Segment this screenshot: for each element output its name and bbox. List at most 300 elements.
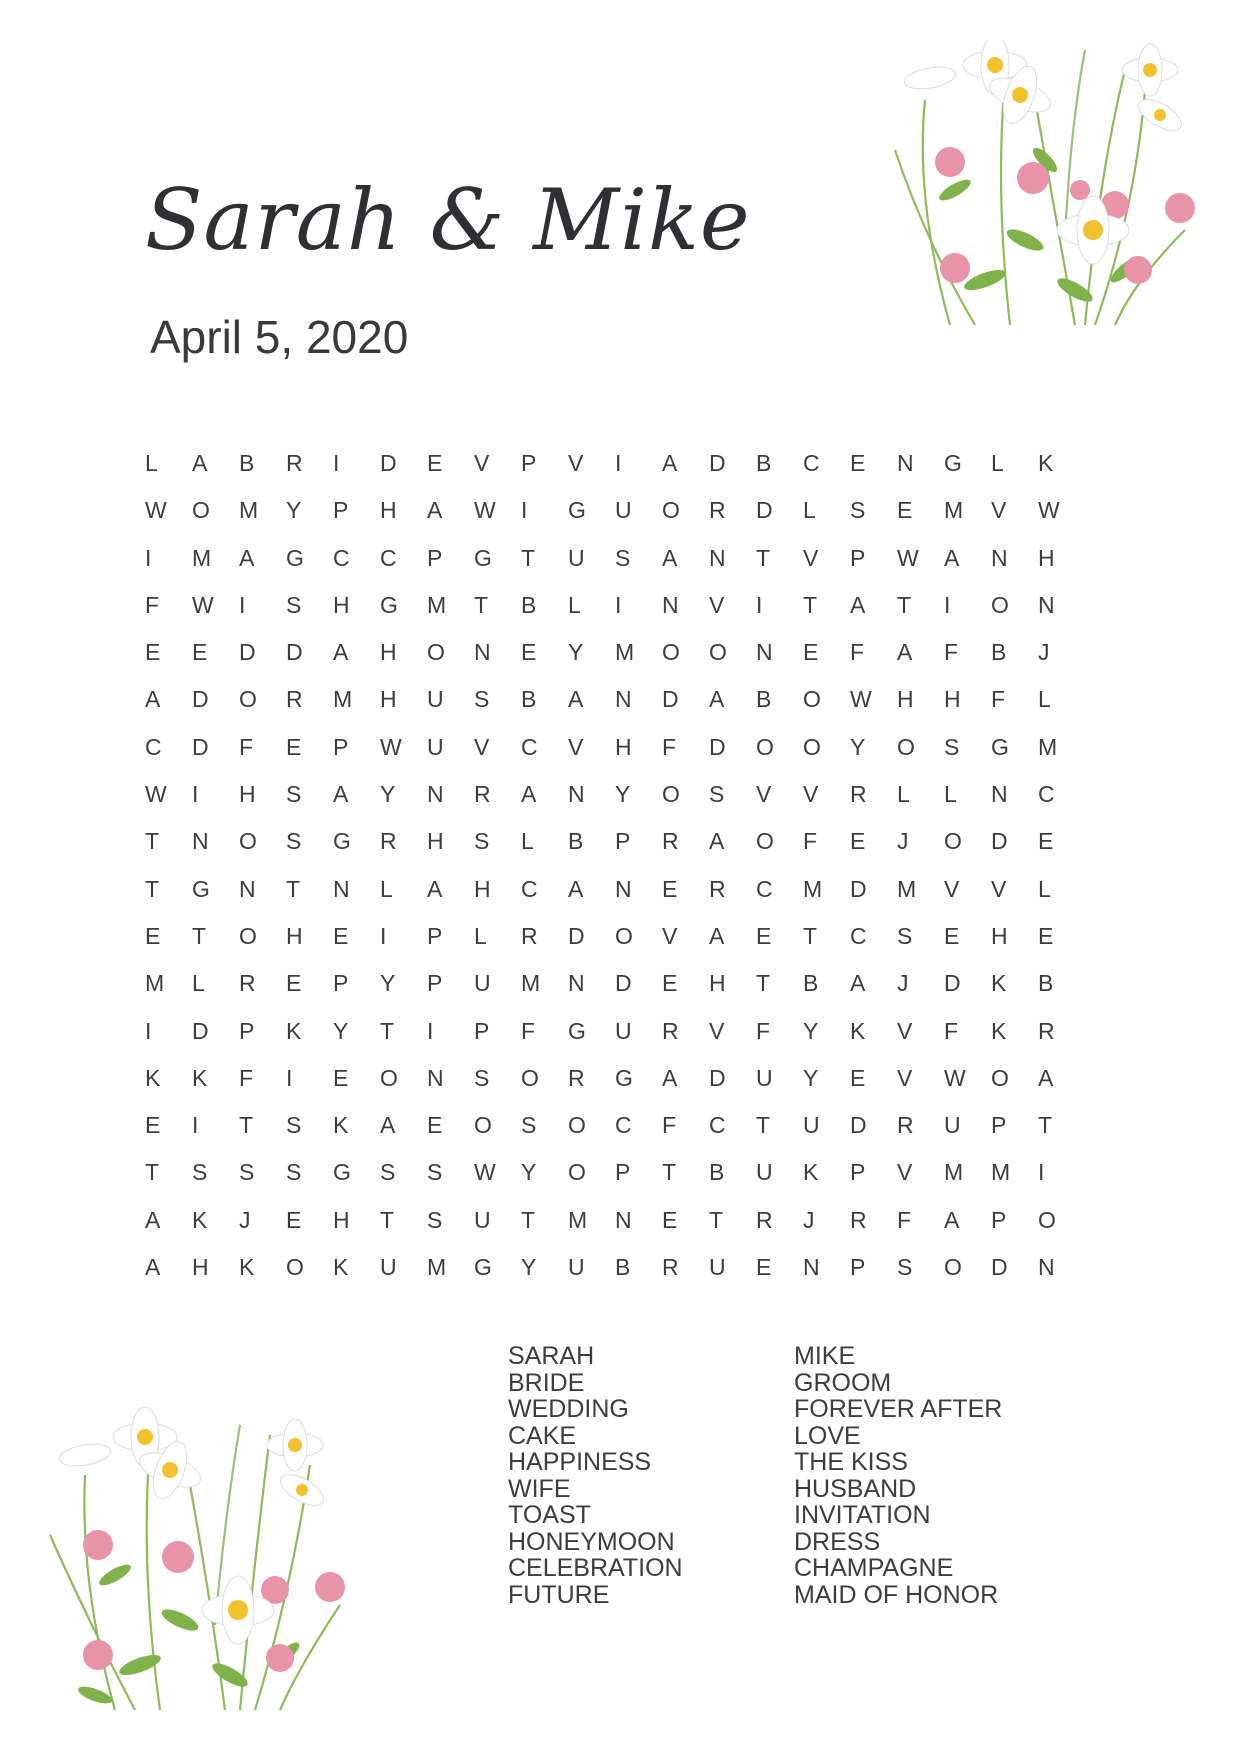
grid-letter: V: [568, 450, 584, 476]
grid-letter: R: [1038, 1017, 1055, 1044]
grid-letter: R: [709, 875, 726, 902]
word-list-item: GROOM: [794, 1368, 892, 1397]
grid-letter: E: [286, 970, 302, 997]
grid-letter: I: [192, 781, 199, 808]
grid-letter: Y: [803, 1064, 819, 1091]
grid-letter: W: [380, 733, 402, 760]
grid-letter: D: [192, 733, 209, 760]
grid-letter: R: [850, 1206, 867, 1233]
grid-letter: H: [991, 922, 1008, 949]
grid-letter: M: [427, 1254, 447, 1281]
grid-letter: P: [474, 1017, 490, 1044]
grid-letter: B: [991, 639, 1007, 666]
grid-letter: A: [568, 686, 584, 713]
grid-letter: C: [756, 875, 773, 902]
grid-letter: H: [709, 970, 726, 997]
grid-letter: T: [145, 828, 160, 855]
grid-letter: E: [145, 1112, 161, 1139]
word-list-item: CAKE: [508, 1421, 577, 1450]
grid-letter: P: [333, 970, 349, 997]
grid-letter: T: [145, 875, 160, 902]
grid-letter: D: [850, 875, 867, 902]
grid-letter: D: [615, 970, 632, 997]
grid-letter: T: [521, 544, 536, 571]
grid-letter: E: [944, 922, 960, 949]
grid-letter: U: [803, 1112, 820, 1139]
grid-letter: M: [239, 497, 259, 524]
grid-letter: E: [662, 875, 678, 902]
grid-letter: J: [897, 828, 909, 855]
grid-letter: N: [427, 781, 444, 808]
grid-letter: W: [192, 591, 214, 618]
grid-letter: B: [1038, 970, 1054, 997]
grid-letter: I: [756, 591, 763, 618]
grid-letter: O: [192, 497, 210, 524]
grid-letter: O: [239, 828, 257, 855]
grid-letter: S: [427, 1159, 443, 1186]
grid-letter: J: [897, 970, 909, 997]
grid-letter: O: [991, 1064, 1009, 1091]
grid-letter: O: [756, 828, 774, 855]
grid-letter: F: [145, 591, 160, 618]
grid-letter: D: [380, 450, 397, 476]
grid-letter: T: [897, 591, 912, 618]
grid-letter: O: [239, 922, 257, 949]
grid-letter: G: [615, 1064, 633, 1091]
grid-letter: U: [944, 1112, 961, 1139]
grid-letter: O: [944, 1254, 962, 1281]
grid-letter: L: [944, 781, 957, 808]
grid-letter: N: [568, 781, 585, 808]
grid-letter: K: [333, 1254, 349, 1281]
grid-letter: V: [756, 781, 772, 808]
word-list-item: THE KISS: [794, 1448, 908, 1476]
grid-letter: T: [709, 1206, 724, 1233]
grid-letter: D: [662, 686, 679, 713]
word-list-item: TOAST: [508, 1501, 591, 1529]
grid-letter: W: [474, 1159, 496, 1186]
word-list-item: WEDDING: [508, 1395, 629, 1423]
grid-letter: F: [944, 639, 959, 666]
grid-letter: V: [803, 544, 819, 571]
grid-letter: N: [662, 591, 679, 618]
grid-letter: W: [850, 686, 872, 713]
grid-letter: C: [615, 1112, 632, 1139]
grid-letter: K: [803, 1159, 819, 1186]
grid-letter: C: [709, 1112, 726, 1139]
grid-letter: K: [192, 1064, 208, 1091]
grid-letter: E: [897, 497, 913, 524]
grid-letter: P: [991, 1206, 1007, 1233]
grid-letter: M: [991, 1159, 1011, 1186]
grid-letter: F: [521, 1017, 536, 1044]
word-list-item: HONEYMOON: [508, 1527, 675, 1556]
grid-letter: S: [944, 733, 960, 760]
grid-letter: D: [944, 970, 961, 997]
word-list-left: [508, 1343, 683, 1608]
grid-letter: G: [380, 591, 398, 618]
grid-letter: V: [991, 497, 1007, 524]
grid-letter: Y: [521, 1159, 537, 1186]
grid-letter: C: [521, 875, 538, 902]
grid-letter: V: [709, 1017, 725, 1044]
grid-letter: D: [991, 828, 1008, 855]
grid-letter: K: [239, 1254, 255, 1281]
grid-letter: U: [568, 1254, 585, 1281]
grid-letter: O: [239, 686, 257, 713]
grid-letter: P: [615, 828, 631, 855]
grid-letter: O: [286, 1254, 304, 1281]
grid-letter: N: [756, 639, 773, 666]
grid-letter: W: [897, 544, 919, 571]
grid-letter: A: [709, 686, 725, 713]
grid-letter: A: [239, 544, 255, 571]
grid-letter: L: [568, 591, 581, 618]
grid-letter: P: [850, 1159, 866, 1186]
floral-decoration-top-right: [885, 40, 1230, 335]
grid-letter: E: [850, 1064, 866, 1091]
grid-letter: T: [1038, 1112, 1053, 1139]
grid-letter: H: [1038, 544, 1055, 571]
grid-letter: S: [474, 828, 490, 855]
grid-letter: N: [1038, 591, 1055, 618]
grid-letter: N: [615, 1206, 632, 1233]
grid-letter: D: [709, 1064, 726, 1091]
grid-letter: W: [145, 497, 167, 524]
grid-letter: R: [239, 970, 256, 997]
grid-letter: V: [944, 875, 960, 902]
grid-letter: F: [662, 733, 677, 760]
grid-letter: O: [709, 639, 727, 666]
grid-letter: M: [1038, 733, 1058, 760]
event-date: April 5, 2020: [150, 311, 409, 363]
grid-letter: S: [380, 1159, 396, 1186]
grid-letter: M: [427, 591, 447, 618]
grid-letter: O: [944, 828, 962, 855]
grid-letter: N: [568, 970, 585, 997]
grid-letter: I: [333, 450, 340, 476]
grid-letter: H: [474, 875, 491, 902]
grid-letter: G: [474, 544, 492, 571]
grid-letter: F: [239, 1064, 254, 1091]
grid-letter: E: [803, 639, 819, 666]
grid-letter: O: [662, 639, 680, 666]
grid-letter: R: [286, 450, 303, 476]
grid-letter: I: [145, 1017, 152, 1044]
grid-letter: D: [286, 639, 303, 666]
grid-letter: T: [803, 591, 818, 618]
grid-letter: T: [803, 922, 818, 949]
grid-letter: Y: [568, 639, 584, 666]
grid-letter: K: [145, 1064, 161, 1091]
word-list-item: DRESS: [794, 1527, 881, 1556]
grid-letter: Y: [615, 781, 631, 808]
grid-letter: P: [850, 1254, 866, 1281]
grid-letter: L: [521, 828, 534, 855]
grid-letter: F: [756, 1017, 771, 1044]
grid-letter: H: [239, 781, 256, 808]
grid-letter: L: [1038, 875, 1051, 902]
grid-letter: T: [286, 875, 301, 902]
grid-letter: P: [427, 922, 443, 949]
grid-letter: B: [239, 450, 255, 476]
grid-letter: E: [850, 828, 866, 855]
grid-letter: T: [192, 922, 207, 949]
word-list-item: MAID OF HONOR: [794, 1580, 999, 1609]
grid-letter: R: [521, 922, 538, 949]
grid-letter: O: [803, 733, 821, 760]
grid-letter: U: [380, 1254, 397, 1281]
grid-letter: O: [521, 1064, 539, 1091]
grid-letter: H: [333, 1206, 350, 1233]
grid-letter: R: [474, 781, 491, 808]
grid-letter: W: [474, 497, 496, 524]
grid-letter: F: [944, 1017, 959, 1044]
grid-letter: A: [850, 591, 866, 618]
grid-letter: K: [333, 1112, 349, 1139]
grid-letter: F: [897, 1206, 912, 1233]
grid-letter: S: [286, 1159, 302, 1186]
grid-letter: P: [521, 450, 537, 476]
grid-letter: L: [991, 450, 1004, 476]
grid-letter: T: [756, 544, 771, 571]
grid-letter: K: [850, 1017, 866, 1044]
grid-letter: A: [944, 544, 960, 571]
grid-letter: T: [380, 1206, 395, 1233]
grid-letter: S: [897, 1254, 913, 1281]
grid-letter: E: [145, 639, 161, 666]
grid-letter: D: [756, 497, 773, 524]
grid-letter: B: [756, 686, 772, 713]
grid-letter: H: [380, 497, 397, 524]
grid-letter: O: [991, 591, 1009, 618]
page-title: Sarah & Mike: [145, 171, 751, 269]
grid-letter: I: [615, 591, 622, 618]
grid-letter: A: [145, 1206, 161, 1233]
grid-letter: U: [709, 1254, 726, 1281]
grid-letter: V: [897, 1159, 913, 1186]
grid-letter: R: [756, 1206, 773, 1233]
grid-letter: M: [944, 1159, 964, 1186]
grid-letter: C: [333, 544, 350, 571]
grid-letter: A: [145, 1254, 161, 1281]
grid-letter: J: [803, 1206, 815, 1233]
grid-letter: C: [380, 544, 397, 571]
grid-letter: A: [427, 497, 443, 524]
grid-letter: G: [333, 828, 351, 855]
grid-letter: B: [756, 450, 772, 476]
grid-letter: S: [427, 1206, 443, 1233]
grid-letter: M: [615, 639, 635, 666]
grid-letter: E: [286, 733, 302, 760]
grid-letter: M: [803, 875, 823, 902]
grid-letter: U: [474, 970, 491, 997]
grid-letter: O: [897, 733, 915, 760]
word-list-item: INVITATION: [794, 1501, 931, 1529]
grid-letter: F: [662, 1112, 677, 1139]
grid-letter: O: [756, 733, 774, 760]
grid-letter: E: [1038, 828, 1054, 855]
grid-letter: A: [145, 686, 161, 713]
grid-letter: A: [192, 450, 208, 476]
grid-letter: M: [944, 497, 964, 524]
grid-letter: L: [1038, 686, 1051, 713]
grid-letter: O: [380, 1064, 398, 1091]
grid-letter: W: [1038, 497, 1060, 524]
grid-letter: D: [991, 1254, 1008, 1281]
grid-letter: V: [662, 922, 678, 949]
grid-letter: U: [568, 544, 585, 571]
grid-letter: S: [709, 781, 725, 808]
grid-letter: W: [944, 1064, 966, 1091]
grid-letter: V: [474, 450, 490, 476]
grid-letter: H: [615, 733, 632, 760]
grid-letter: T: [756, 970, 771, 997]
grid-letter: T: [474, 591, 489, 618]
grid-letter: J: [1038, 639, 1050, 666]
grid-letter: E: [192, 639, 208, 666]
grid-letter: E: [850, 450, 866, 476]
grid-letter: E: [286, 1206, 302, 1233]
word-list-item: HAPPINESS: [508, 1448, 652, 1476]
grid-letter: H: [944, 686, 961, 713]
word-search-grid: [145, 440, 1085, 1291]
word-list-item: FOREVER AFTER: [794, 1395, 1003, 1423]
grid-letter: H: [380, 686, 397, 713]
grid-letter: L: [192, 970, 205, 997]
grid-letter: Y: [850, 733, 866, 760]
grid-letter: A: [521, 781, 537, 808]
grid-letter: S: [897, 922, 913, 949]
word-list-item: WIFE: [508, 1474, 571, 1503]
grid-letter: K: [991, 970, 1007, 997]
grid-letter: E: [427, 450, 443, 476]
grid-letter: K: [991, 1017, 1007, 1044]
grid-letter: Y: [521, 1254, 537, 1281]
grid-letter: N: [427, 1064, 444, 1091]
grid-letter: T: [380, 1017, 395, 1044]
grid-letter: J: [239, 1206, 251, 1233]
grid-letter: B: [521, 686, 537, 713]
grid-letter: K: [192, 1206, 208, 1233]
grid-letter: G: [568, 497, 586, 524]
grid-letter: A: [568, 875, 584, 902]
word-list-item: CELEBRATION: [508, 1554, 683, 1582]
grid-letter: H: [897, 686, 914, 713]
grid-letter: S: [192, 1159, 208, 1186]
grid-letter: I: [380, 922, 387, 949]
grid-letter: C: [145, 733, 162, 760]
grid-letter: O: [662, 781, 680, 808]
grid-letter: U: [474, 1206, 491, 1233]
grid-letter: T: [145, 1159, 160, 1186]
grid-letter: E: [521, 639, 537, 666]
grid-letter: T: [662, 1159, 677, 1186]
grid-letter: W: [145, 781, 167, 808]
grid-letter: D: [192, 1017, 209, 1044]
grid-letter: E: [662, 970, 678, 997]
grid-letter: Y: [286, 497, 302, 524]
grid-letter: T: [756, 1112, 771, 1139]
grid-letter: R: [568, 1064, 585, 1091]
grid-letter: E: [333, 922, 349, 949]
grid-letter: R: [662, 1254, 679, 1281]
grid-letter: B: [615, 1254, 631, 1281]
grid-letter: V: [709, 591, 725, 618]
grid-letter: H: [380, 639, 397, 666]
word-list-right: [794, 1343, 1002, 1608]
grid-letter: A: [897, 639, 913, 666]
grid-letter: E: [333, 1064, 349, 1091]
grid-letter: A: [709, 828, 725, 855]
grid-letter: M: [192, 544, 212, 571]
grid-letter: S: [474, 686, 490, 713]
grid-letter: I: [286, 1064, 293, 1091]
grid-letter: D: [192, 686, 209, 713]
grid-letter: D: [239, 639, 256, 666]
grid-letter: R: [662, 828, 679, 855]
grid-letter: G: [192, 875, 210, 902]
grid-letter: Y: [803, 1017, 819, 1044]
grid-letter: F: [239, 733, 254, 760]
grid-letter: N: [615, 875, 632, 902]
grid-letter: L: [897, 781, 910, 808]
grid-letter: K: [286, 1017, 302, 1044]
grid-letter: G: [568, 1017, 586, 1044]
grid-letter: S: [286, 781, 302, 808]
grid-letter: P: [991, 1112, 1007, 1139]
grid-letter: R: [850, 781, 867, 808]
grid-letter: I: [521, 497, 528, 524]
grid-letter: I: [239, 591, 246, 618]
grid-letter: E: [756, 922, 772, 949]
grid-letter: I: [192, 1112, 199, 1139]
grid-letter: P: [427, 970, 443, 997]
grid-letter: A: [709, 922, 725, 949]
grid-letter: N: [897, 450, 914, 476]
grid-letter: Y: [380, 970, 396, 997]
grid-letter: A: [1038, 1064, 1054, 1091]
grid-letter: S: [239, 1159, 255, 1186]
word-list-item: CHAMPAGNE: [794, 1554, 954, 1582]
grid-letter: P: [333, 497, 349, 524]
grid-letter: E: [1038, 922, 1054, 949]
floral-decoration-bottom-left: [40, 1405, 370, 1715]
grid-letter: N: [239, 875, 256, 902]
word-list-item: MIKE: [794, 1342, 856, 1370]
grid-letter: S: [521, 1112, 537, 1139]
grid-letter: M: [521, 970, 541, 997]
grid-letter: G: [286, 544, 304, 571]
grid-letter: I: [944, 591, 951, 618]
grid-letter: V: [568, 733, 584, 760]
grid-letter: N: [615, 686, 632, 713]
grid-letter: U: [615, 1017, 632, 1044]
grid-letter: O: [615, 922, 633, 949]
grid-letter: D: [568, 922, 585, 949]
grid-letter: O: [568, 1159, 586, 1186]
grid-letter: L: [145, 450, 158, 476]
grid-letter: D: [850, 1112, 867, 1139]
grid-letter: M: [568, 1206, 588, 1233]
word-list-item: BRIDE: [508, 1368, 585, 1397]
grid-letter: A: [333, 639, 349, 666]
grid-letter: R: [380, 828, 397, 855]
grid-letter: C: [803, 450, 820, 476]
grid-letter: G: [333, 1159, 351, 1186]
grid-letter: K: [1038, 450, 1054, 476]
grid-letter: V: [897, 1064, 913, 1091]
